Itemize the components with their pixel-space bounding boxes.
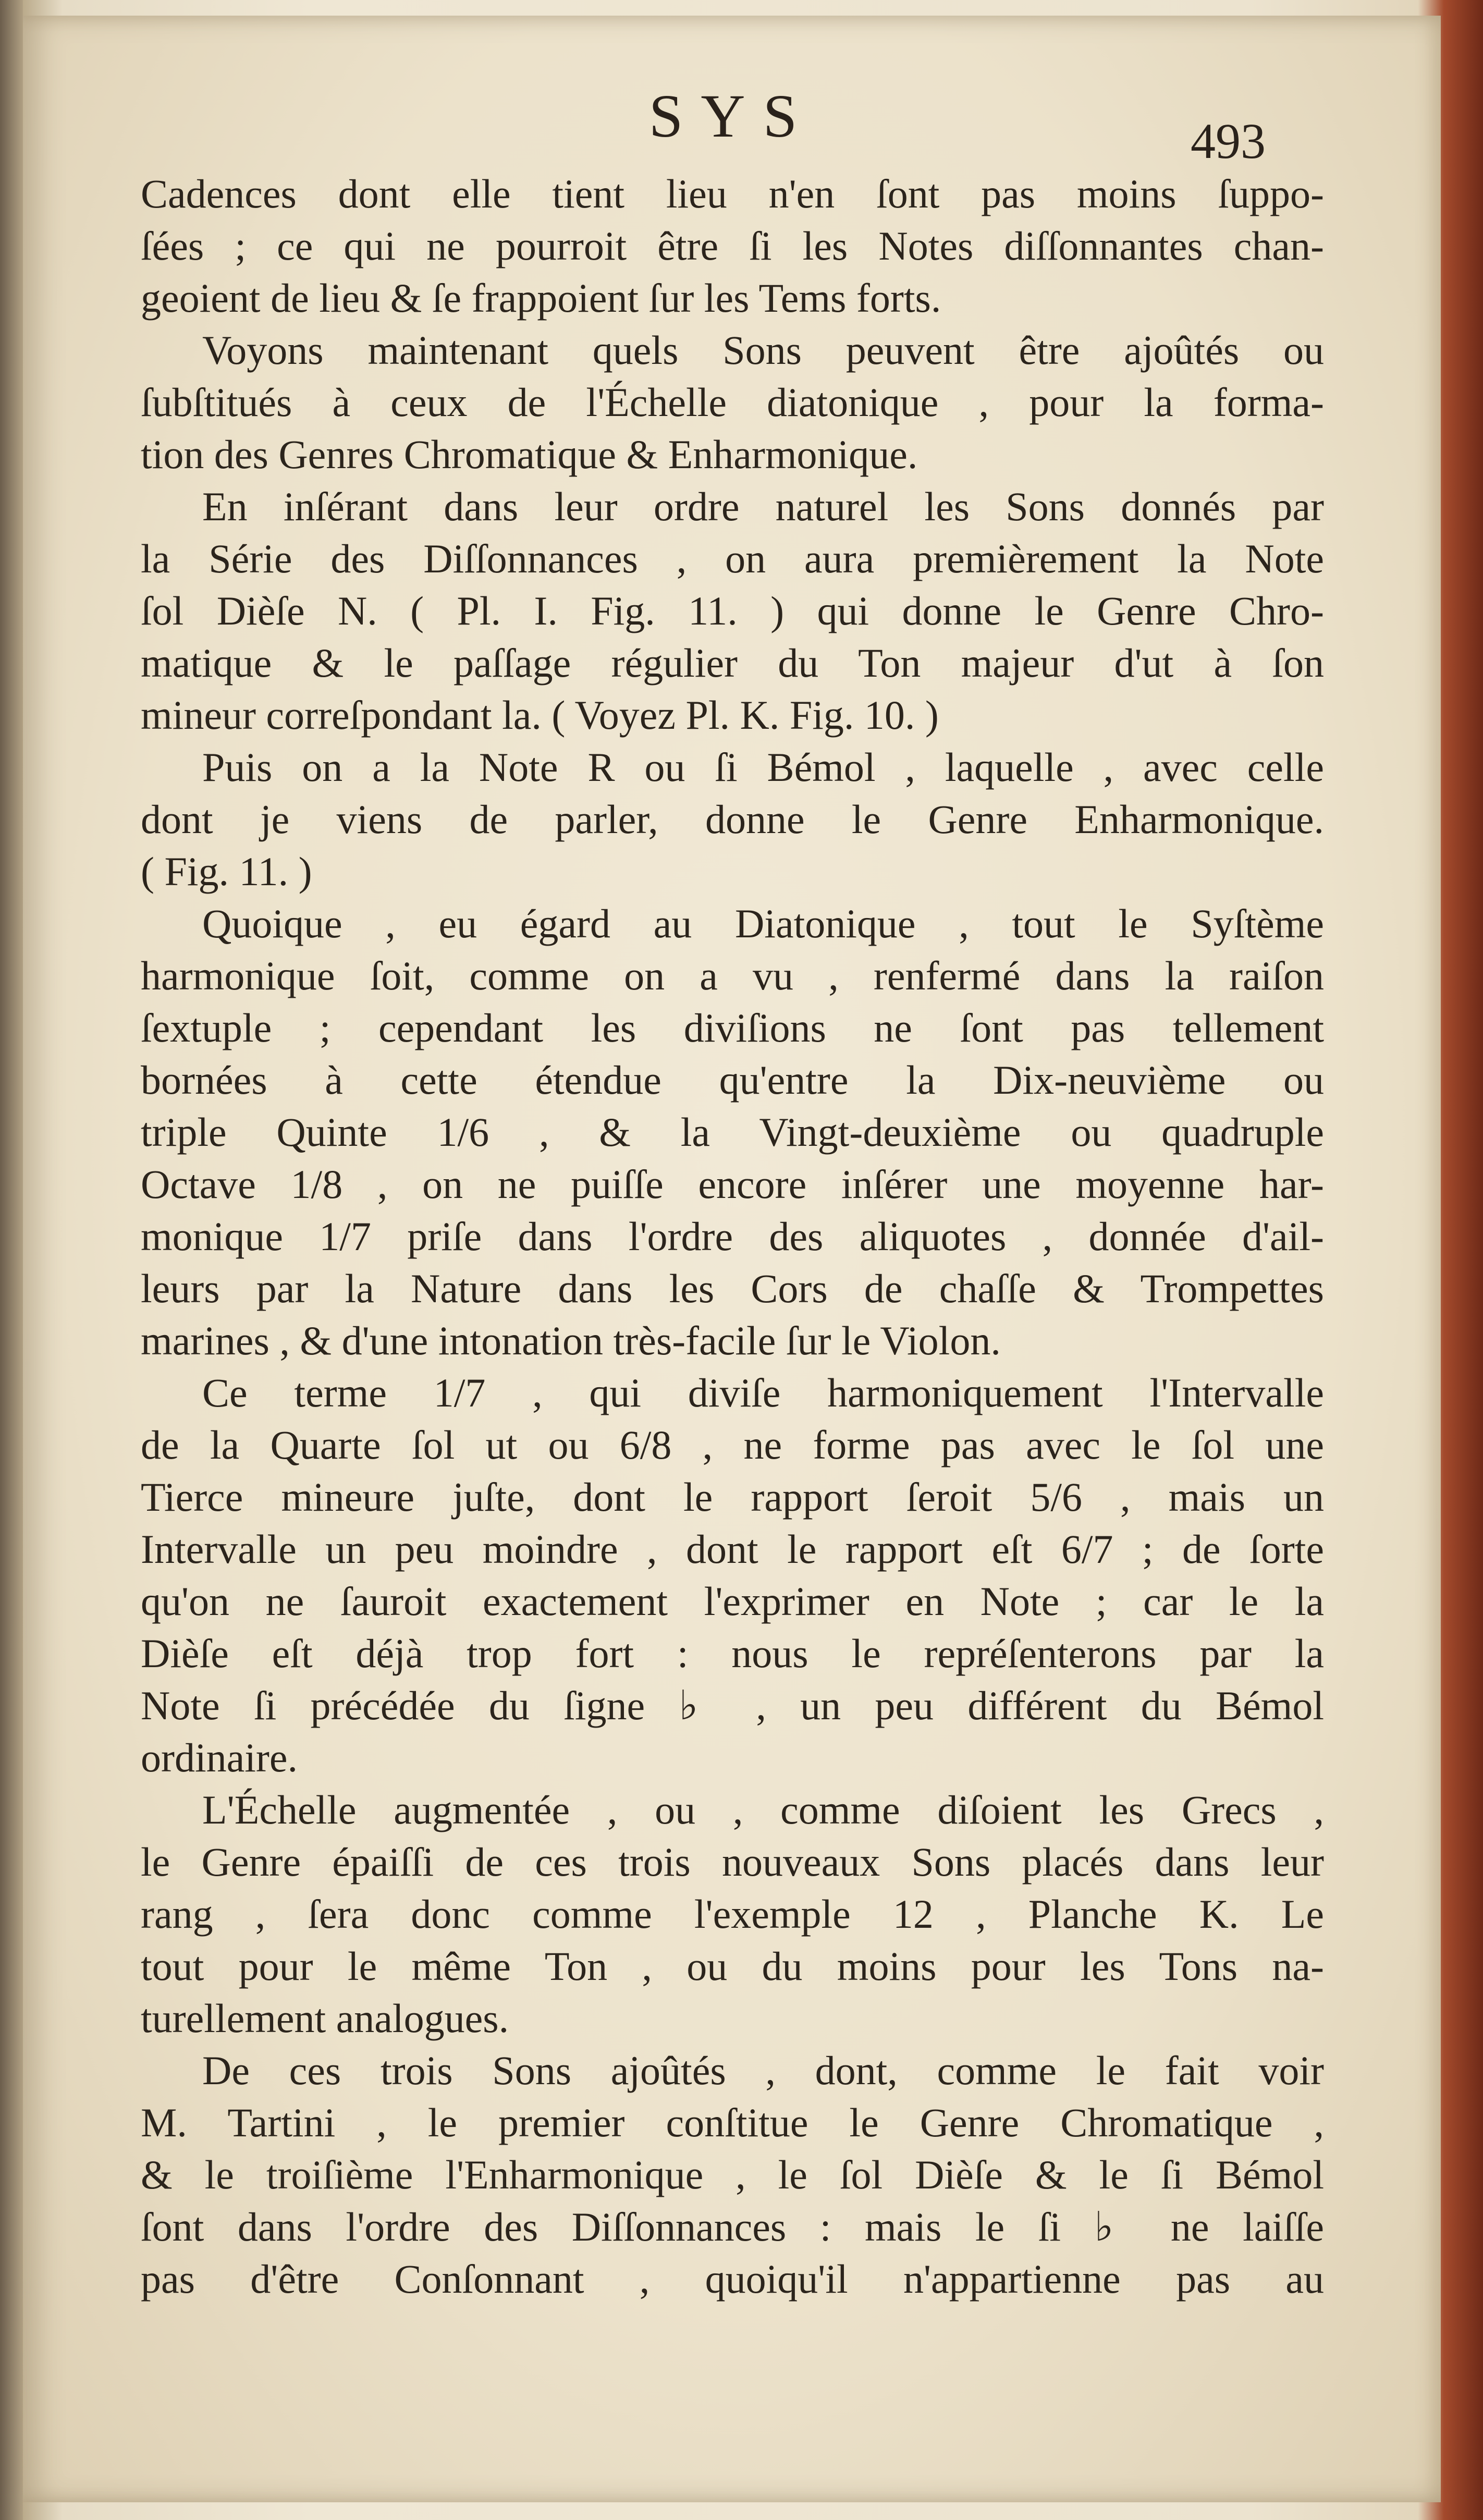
text-line: leurs par la Nature dans les Cors de chaſſe & Trompettes bbox=[141, 1266, 1324, 1311]
text-line: matique & le paſſage régulier du Ton majeur d'ut à ſon bbox=[141, 640, 1324, 686]
text-line: En inſérant dans leur ordre naturel les Sons donnés par bbox=[202, 484, 1324, 529]
text-line: De ces trois Sons ajoûtés , dont, comme le fait voir bbox=[202, 2048, 1324, 2093]
text-line: dont je viens de parler, donne le Genre Enharmonique. bbox=[141, 797, 1324, 842]
text-line: Note ſi précédée du ſigne ♭ , un peu différent du Bémol bbox=[141, 1683, 1324, 1728]
text-line: Intervalle un peu moindre , dont le rapport eſt 6/7 ; de ſorte bbox=[141, 1526, 1324, 1572]
text-line: ſont dans l'ordre des Diſſonnances : mais le ſi ♭ ne laiſſe bbox=[141, 2204, 1324, 2249]
text-line: & le troiſième l'Enharmonique , le ſol Dièſe & le ſi Bémol bbox=[141, 2152, 1324, 2197]
text-line: ſées ; ce qui ne pourroit être ſi les Notes diſſonnantes chan- bbox=[141, 223, 1324, 268]
text-line: bornées à cette étendue qu'entre la Dix-neuvième ou bbox=[141, 1057, 1324, 1103]
text-line: turellement analogues. bbox=[141, 1996, 509, 2041]
text-line: Cadences dont elle tient lieu n'en ſont pas moins ſuppo- bbox=[141, 171, 1324, 216]
text-line: rang , ſera donc comme l'exemple 12 , Planche K. Le bbox=[141, 1891, 1324, 1937]
text-line: triple Quinte 1/6 , & la Vingt-deuxième ou quadruple bbox=[141, 1109, 1324, 1155]
body-text bbox=[141, 168, 1324, 2305]
text-line: ordinaire. bbox=[141, 1735, 298, 1780]
text-line: monique 1/7 priſe dans l'ordre des aliquotes , donnée d'ail- bbox=[141, 1214, 1324, 1259]
facing-page-edge bbox=[0, 0, 23, 2520]
book-page bbox=[23, 16, 1441, 2502]
text-line: le Genre épaiſſi de ces trois nouveaux Sons placés dans leur bbox=[141, 1839, 1324, 1885]
text-line: Voyons maintenant quels Sons peuvent être ajoûtés ou bbox=[202, 327, 1324, 373]
text-line: Ce terme 1/7 , qui diviſe harmoniquement l'Intervalle bbox=[202, 1370, 1324, 1415]
text-line: de la Quarte ſol ut ou 6/8 , ne forme pas avec le ſol une bbox=[141, 1422, 1324, 1467]
text-line: Tierce mineure juſte, dont le rapport ſeroit 5/6 , mais un bbox=[141, 1474, 1324, 1520]
text-line: M. Tartini , le premier conſtitue le Genre Chromatique , bbox=[141, 2100, 1324, 2145]
text-line: geoient de lieu & ſe frappoient ſur les Tems forts. bbox=[141, 275, 941, 321]
text-line: Puis on a la Note R ou ſi Bémol , laquelle , avec celle bbox=[202, 744, 1324, 790]
text-line: pas d'être Conſonnant , quoiqu'il n'appartienne pas au bbox=[141, 2256, 1324, 2302]
text-line: L'Échelle augmentée , ou , comme diſoient les Grecs , bbox=[202, 1787, 1324, 1832]
page-number: 493 bbox=[1191, 113, 1266, 169]
text-line: tion des Genres Chromatique & Enharmonique. bbox=[141, 432, 918, 477]
text-line: Quoique , eu égard au Diatonique , tout le Syſtème bbox=[202, 901, 1324, 946]
text-line: la Série des Diſſonnances , on aura premièrement la Note bbox=[141, 536, 1324, 581]
text-line: tout pour le même Ton , ou du moins pour les Tons na- bbox=[141, 1943, 1324, 1989]
text-line: ſubſtitués à ceux de l'Échelle diatonique , pour la forma- bbox=[141, 380, 1324, 425]
text-line: qu'on ne ſauroit exactement l'exprimer en Note ; car le la bbox=[141, 1579, 1324, 1624]
running-head: SYS bbox=[648, 82, 815, 150]
text-line: marines , & d'une intonation très-facile ſur le Violon. bbox=[141, 1318, 1001, 1363]
text-line: ſol Dièſe N. ( Pl. I. Fig. 11. ) qui donne le Genre Chro- bbox=[141, 588, 1324, 633]
text-line: harmonique ſoit, comme on a vu , renfermé dans la raiſon bbox=[141, 953, 1324, 998]
text-line: mineur correſpondant la. ( Voyez Pl. K. Fig. 10. ) bbox=[141, 692, 939, 738]
text-line: ( Fig. 11. ) bbox=[141, 849, 312, 894]
text-line: ſextuple ; cependant les diviſions ne ſont pas tellement bbox=[141, 1005, 1324, 1050]
text-line: Octave 1/8 , on ne puiſſe encore inſérer une moyenne har- bbox=[141, 1161, 1324, 1207]
text-line: Dièſe eſt déjà trop fort : nous le repréſenterons par la bbox=[141, 1631, 1324, 1676]
